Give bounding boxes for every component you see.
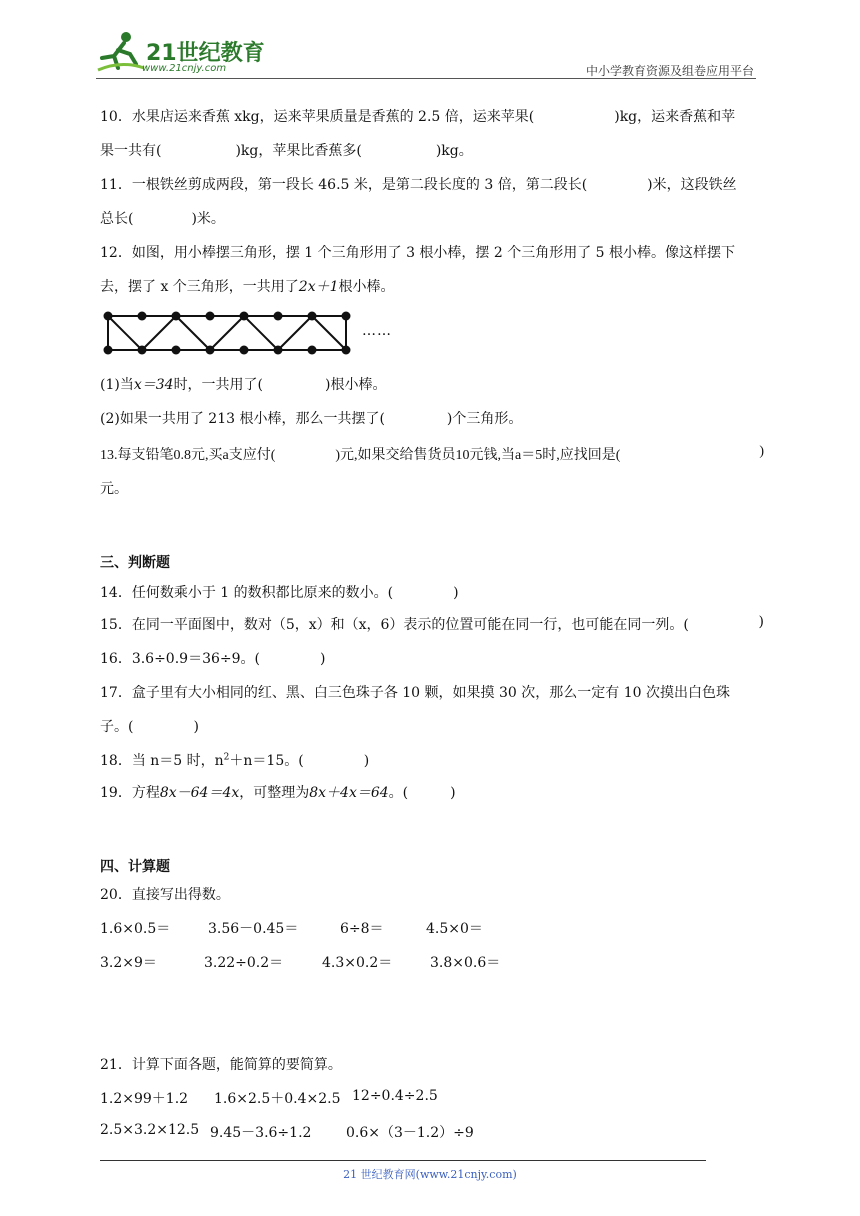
q15-line [100,614,764,634]
q18-text-b: ＋n＝15。( [229,753,304,769]
footer-divider [100,1160,706,1161]
logo-url: www.21cnjy.com [142,63,227,74]
q12-sub2 [100,408,764,428]
q17-text-a: 子。( [100,719,134,735]
q12-text-b: 根小棒。 [338,279,395,295]
section-calc-title: 四、计算题 [100,859,170,875]
section-judgement-title: 三、判断题 [100,555,170,571]
q10-line2 [100,140,764,160]
calc-item: 6÷8＝ [340,921,384,937]
q18-text-c: ) [363,753,370,769]
q11-text-b: )米，这段铁丝 [647,177,737,193]
q12-sub2-text-b: )个三角形。 [446,411,523,427]
q13-paren: ) [759,444,764,459]
q11-line1 [100,174,764,194]
q19-equation-b: 8x＋4x＝64 [309,785,389,801]
q13-line1 [100,444,764,464]
q20-row2 [100,952,764,972]
runner-logo-icon [96,30,146,74]
q13-text-b: )元,如果交给售货员10元钱,当a＝5时,应找回是( [335,448,621,463]
calc-item: 3.56－0.45＝ [208,921,299,937]
q12-line1: 12．如图，用小棒摆三角形，摆 1 个三角形用了 3 根小棒，摆 2 个三角形用了 5 根小棒。像这样摆下 [100,245,736,261]
q18-line [100,750,764,770]
q18-text-a: 18．当 n＝5 时，n [100,753,224,769]
q12-sub1-expression: x＝34 [133,377,174,393]
q16-text-a: 16．3.6÷0.9＝36÷9。( [100,651,260,667]
q20-title: 20．直接写出得数。 [100,887,230,903]
q19-text-c: 。( [388,785,409,801]
q19-text-a: 19．方程 [100,785,160,801]
q19-equation-a: 8x－64＝4x [159,785,240,801]
q13-line2: 元。 [100,481,128,497]
q15-paren: ) [758,614,764,630]
q11-text-c: 总长( [100,211,134,227]
q12-sub1-text-c: )根小棒。 [325,377,387,393]
header-platform-name: 中小学教育资源及组卷应用平台 [585,64,754,78]
q12-sub1-text-b: 时，一共用了( [173,377,264,393]
calc-item: 9.45－3.6÷1.2 [210,1125,312,1141]
calc-item: 3.2×9＝ [100,955,157,971]
calc-item: 4.5×0＝ [426,921,483,937]
q18-exponent: 2 [223,752,230,763]
q10-text-d: )kg，苹果比香蕉多( [235,143,362,159]
calc-item: 1.2×99＋1.2 [100,1091,189,1107]
q20-row1 [100,918,764,938]
q12-sub1 [100,374,764,394]
logo-text: 21世纪教育 [146,41,265,66]
calc-item: 12÷0.4÷2.5 [352,1088,438,1104]
q14-text-a: 14．任何数乘小于 1 的数积都比原来的数小。( [100,585,394,601]
q10-line1 [100,106,764,126]
figure-ellipsis: …… [362,323,392,339]
q19-text-b: ，可整理为 [239,785,310,801]
calc-item: 0.6×（3－1.2）÷9 [346,1125,474,1141]
q17-line2 [100,716,764,736]
calc-item: 4.3×0.2＝ [322,955,393,971]
q10-text-e: )kg。 [435,143,473,159]
q11-text-d: )米。 [191,211,225,227]
q11-line2 [100,208,764,228]
q17-text-b: ) [193,719,199,735]
q10-text-a: 10．水果店运来香蕉 xkg，运来苹果质量是香蕉的 2.5 倍，运来苹果( [100,109,535,125]
q11-text-a: 11．一根铁丝剪成两段，第一段长 46.5 米，是第二段长度的 3 倍，第二段长( [100,177,588,193]
q19-line [100,782,764,802]
calc-item: 1.6×0.5＝ [100,921,171,937]
q21-row2 [100,1122,764,1142]
triangle-sticks-figure [100,308,356,358]
q14-line [100,582,764,602]
q14-text-b: ) [453,585,459,601]
q16-text-b: ) [320,651,326,667]
q10-text-c: 果一共有( [100,143,162,159]
q13-text-a: 13.每支铅笔0.8元,买a支应付( [100,448,276,463]
q15-text-a: 15．在同一平面图中，数对（5，x）和（x，6）表示的位置可能在同一行，也可能在同一列。( [100,617,689,633]
calc-item: 2.5×3.2×12.5 [100,1122,200,1138]
q17-line1: 17．盒子里有大小相同的红、黑、白三色珠子各 10 颗，如果摸 30 次，那么一定有 10 次摸出白色珠 [100,685,730,701]
calc-item: 3.8×0.6＝ [430,955,501,971]
q21-title: 21．计算下面各题，能简算的要简算。 [100,1057,342,1073]
q12-line2 [100,276,764,296]
q12-sub2-text-a: (2)如果一共用了 213 根小棒，那么一共摆了( [100,411,385,427]
page-header [0,0,860,82]
q21-row1 [100,1088,764,1108]
q10-text-b: )kg，运来香蕉和苹 [614,109,736,125]
logo [96,30,266,78]
q16-line [100,648,764,668]
calc-item: 1.6×2.5＋0.4×2.5 [214,1091,341,1107]
footer-text: 21 世纪教育网(www.21cnjy.com) [343,1168,517,1181]
header-divider [96,78,756,79]
q12-sub1-text-a: (1)当 [100,377,134,393]
calc-item: 3.22÷0.2＝ [204,955,284,971]
q12-text-a: 去，摆了 x 个三角形，一共用了 [100,279,299,295]
q12-expression: 2x＋1 [298,279,339,295]
q19-text-d: ) [450,785,456,801]
